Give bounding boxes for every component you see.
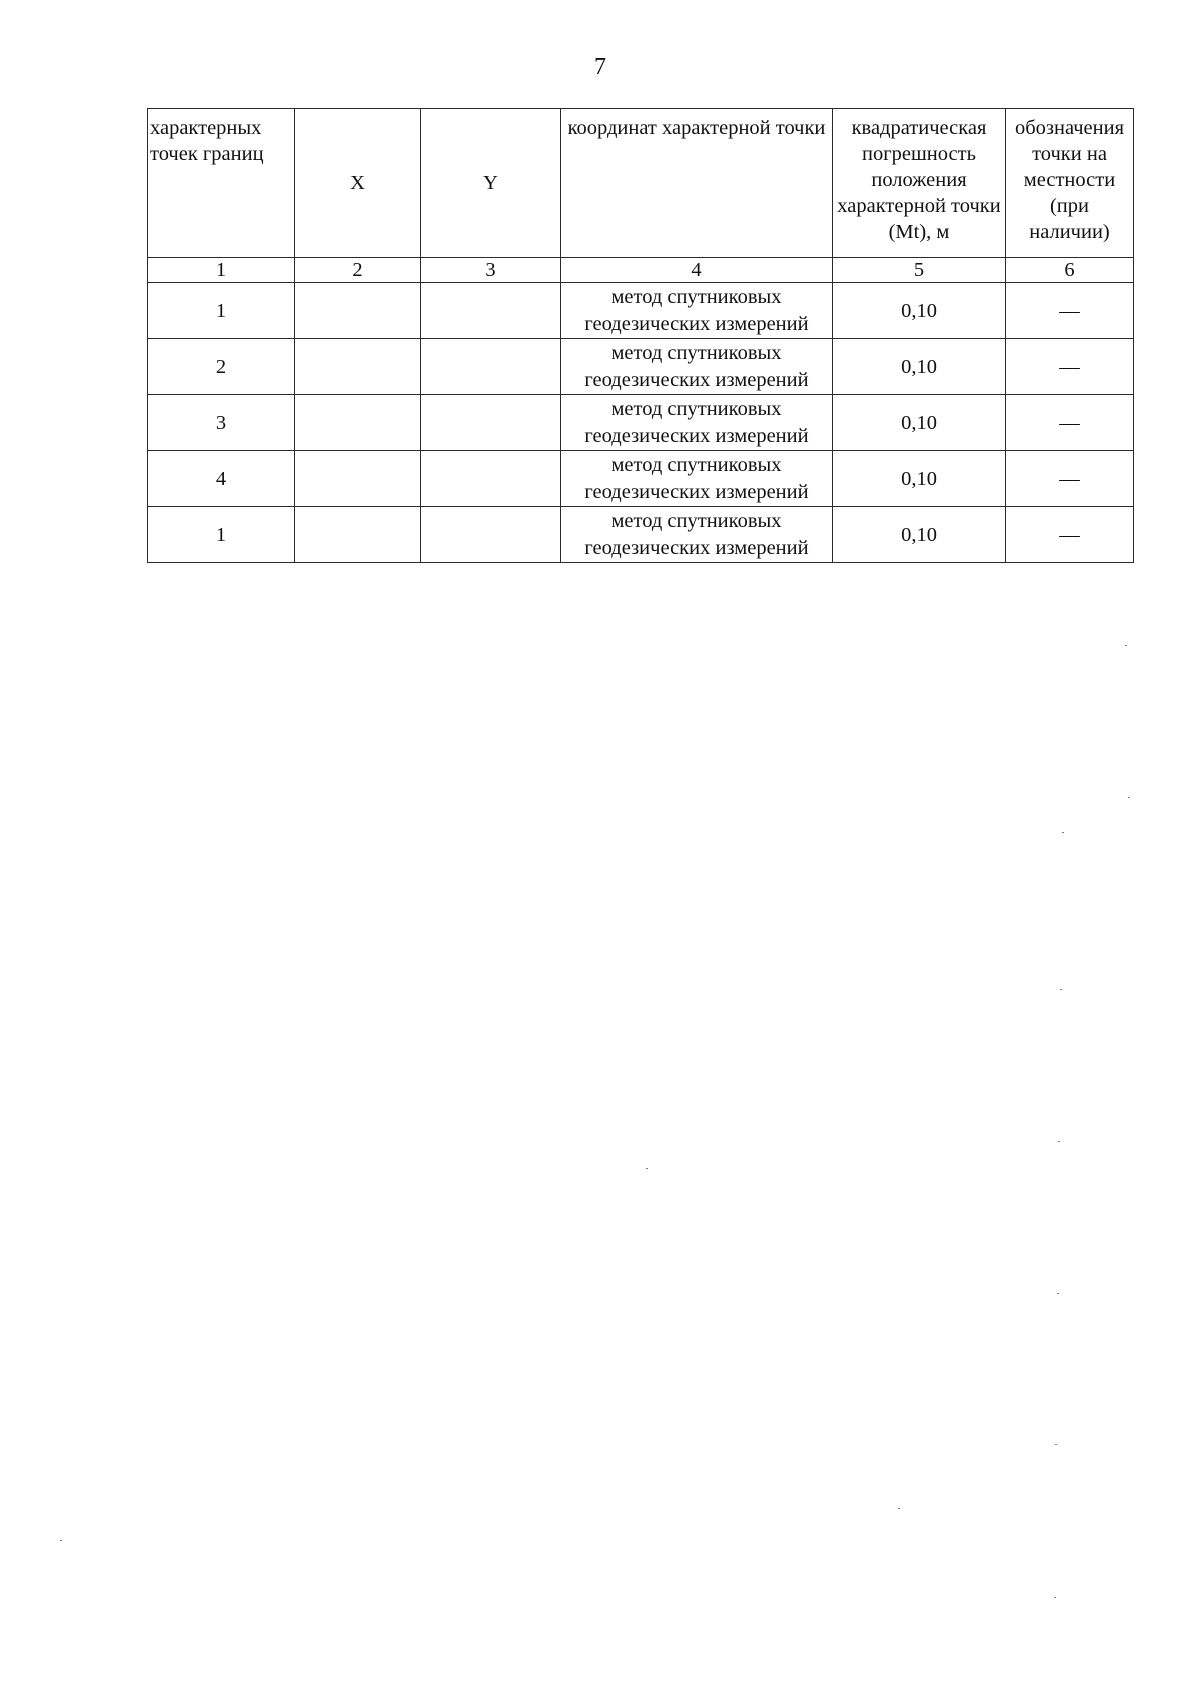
scan-speck bbox=[1055, 1444, 1057, 1445]
scan-speck bbox=[1058, 1141, 1060, 1142]
y-coordinate bbox=[421, 507, 561, 563]
error-value: 0,10 bbox=[833, 507, 1006, 563]
header-x: X bbox=[295, 109, 421, 258]
table-header-row bbox=[148, 109, 1134, 258]
table-row bbox=[148, 339, 1134, 395]
method-line-1: метод спутниковых bbox=[611, 453, 782, 476]
error-value: 0,10 bbox=[833, 283, 1006, 339]
method-cell bbox=[561, 339, 833, 395]
page-number: 7 bbox=[594, 54, 606, 80]
method-line-1: метод спутниковых bbox=[611, 397, 782, 420]
column-number: 1 bbox=[148, 258, 295, 283]
method-line-1: метод спутниковых bbox=[611, 341, 782, 364]
error-value: 0,10 bbox=[833, 395, 1006, 451]
error-value: 0,10 bbox=[833, 451, 1006, 507]
x-coordinate bbox=[295, 451, 421, 507]
header-y: Y bbox=[421, 109, 561, 258]
marker-value: — bbox=[1006, 451, 1134, 507]
scan-speck bbox=[1062, 832, 1064, 833]
error-value: 0,10 bbox=[833, 339, 1006, 395]
method-cell bbox=[561, 283, 833, 339]
x-coordinate bbox=[295, 283, 421, 339]
column-number: 4 bbox=[561, 258, 833, 283]
point-number: 4 bbox=[148, 451, 295, 507]
marker-value: — bbox=[1006, 507, 1134, 563]
column-numbers-row bbox=[148, 258, 1134, 283]
scan-speck bbox=[60, 1540, 62, 1541]
method-line-2: геодезических измерений bbox=[584, 368, 809, 391]
method-line-1: метод спутниковых bbox=[611, 509, 782, 532]
scan-speck bbox=[1057, 1293, 1059, 1294]
table-row bbox=[148, 451, 1134, 507]
header-method: координат характерной точки bbox=[561, 109, 833, 258]
method-cell bbox=[561, 507, 833, 563]
x-coordinate bbox=[295, 339, 421, 395]
marker-value: — bbox=[1006, 283, 1134, 339]
point-number: 1 bbox=[148, 507, 295, 563]
table-row bbox=[148, 395, 1134, 451]
point-number: 3 bbox=[148, 395, 295, 451]
table-row bbox=[148, 283, 1134, 339]
method-cell bbox=[561, 395, 833, 451]
scan-speck bbox=[1128, 797, 1130, 798]
scan-speck bbox=[1054, 1597, 1056, 1598]
method-line-2: геодезических измерений bbox=[584, 536, 809, 559]
y-coordinate bbox=[421, 395, 561, 451]
method-line-2: геодезических измерений bbox=[584, 312, 809, 335]
point-number: 2 bbox=[148, 339, 295, 395]
method-cell bbox=[561, 451, 833, 507]
column-number: 3 bbox=[421, 258, 561, 283]
y-coordinate bbox=[421, 339, 561, 395]
method-line-2: геодезических измерений bbox=[584, 424, 809, 447]
scan-speck bbox=[898, 1508, 900, 1509]
boundary-points-table bbox=[147, 108, 1134, 563]
column-number: 5 bbox=[833, 258, 1006, 283]
header-error: квадратическая погрешность положения характерной точки (Mt), м bbox=[833, 109, 1006, 258]
column-number: 6 bbox=[1006, 258, 1134, 283]
column-number: 2 bbox=[295, 258, 421, 283]
marker-value: — bbox=[1006, 395, 1134, 451]
x-coordinate bbox=[295, 507, 421, 563]
y-coordinate bbox=[421, 283, 561, 339]
table-row bbox=[148, 507, 1134, 563]
scan-speck bbox=[646, 1168, 648, 1169]
marker-value: — bbox=[1006, 339, 1134, 395]
header-marker: обозначения точки на местности (при наличии) bbox=[1006, 109, 1134, 258]
method-line-1: метод спутниковых bbox=[611, 285, 782, 308]
y-coordinate bbox=[421, 451, 561, 507]
point-number: 1 bbox=[148, 283, 295, 339]
method-line-2: геодезических измерений bbox=[584, 480, 809, 503]
header-point-number: характерных точек границ bbox=[148, 109, 295, 258]
scan-speck bbox=[1060, 989, 1062, 990]
x-coordinate bbox=[295, 395, 421, 451]
scan-speck bbox=[1125, 645, 1127, 646]
